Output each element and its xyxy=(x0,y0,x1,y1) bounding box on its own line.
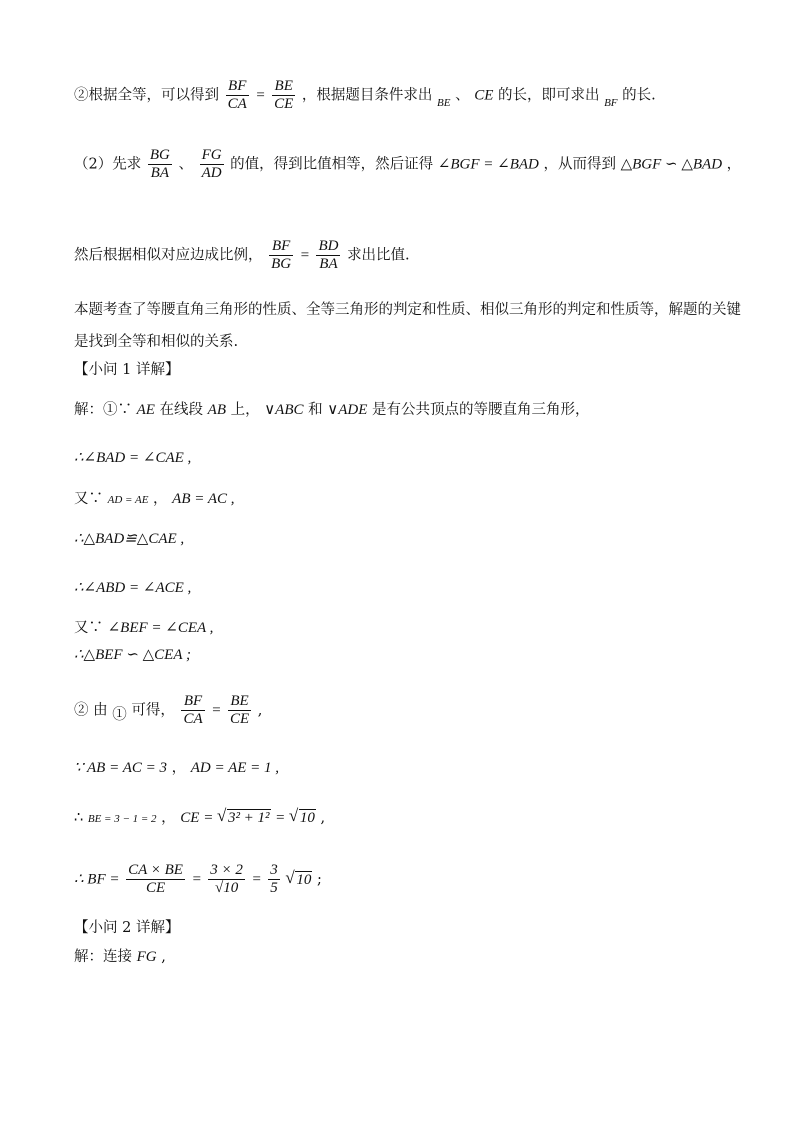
fraction-be-ce-2: $\frac{BE}{CE}$ xyxy=(229,693,250,727)
sqrt-10-result: √ 10 xyxy=(286,870,312,890)
fraction-bf-ca-2: $\frac{BF}{CA}$ xyxy=(183,693,203,727)
fraction-bf-ca: $\frac{BF}{CA}$ xyxy=(227,78,247,112)
heading-part-2: 【小问 2 详解】 xyxy=(74,920,180,936)
fraction-3-5: $\frac{3}{5}$ xyxy=(270,862,278,896)
line-3: 然后根据相似对应边成比例， $\frac{BF}{BG}$ = $\frac{BD}{BA}$ 求出比值. xyxy=(74,238,410,272)
heading-part-1: 【小问 1 详解】 xyxy=(74,362,180,378)
summary-line-1: 本题考查了等腰直角三角形的性质、全等三角形的判定和性质、相似三角形的判定和性质等，解题的关键 xyxy=(74,302,741,318)
fraction-bf-bg: $\frac{BF}{BG}$ xyxy=(271,238,292,272)
sqrt-10: √ 10 xyxy=(290,808,316,828)
fraction-be-ce: $\frac{BE}{CE}$ xyxy=(274,78,294,112)
line-1: ②根据全等，可以得到 $\frac{BF}{CA}$ = $\frac{BE}{CE}$ ，根据题目条件求出 $_{BE}$ 、 CE 的长，即可求出 $_{BF}$ 的长. xyxy=(74,78,656,112)
line-2: （2）先求 $\frac{BG}{BA}$ 、 $\frac{FG}{AD}$ 的值，得到比值相等，然后证得 ∠BGF = ∠BAD ，从而得到 △BGF ∽ △BAD ， xyxy=(74,147,742,181)
step-part-2: ② 由 ① 可得， $\frac{BF}{CA}$ = $\frac{BE}{CE}$ , xyxy=(74,693,263,727)
solution-2-intro: 解：连接 FG , xyxy=(74,949,166,965)
line-1-prefix: ②根据全等，可以得到 xyxy=(74,87,219,104)
step-given-lengths: ∵ AB = AC = 3 ， AD = AE = 1 , xyxy=(74,760,280,776)
step-be-ce: ∴ BE = 3 − 1 = 2 ， CE = √ 3² + 1² = √ 10 , xyxy=(74,808,325,829)
step-ad-ae: 又∵ AD = AE ， AB = AC , xyxy=(74,491,235,507)
fraction-bg-ba: $\frac{BG}{BA}$ xyxy=(149,147,170,181)
fraction-bd-ba: $\frac{BD}{BA}$ xyxy=(318,238,339,272)
fraction-fg-ad: $\frac{FG}{AD}$ xyxy=(201,147,222,181)
solution-1-intro: 解：①∵ AE 在线段 AB 上， ∨ABC 和 ∨ADE 是有公共顶点的等腰直角三角形， xyxy=(74,402,590,418)
fraction-ca-be-ce: $\frac{CA \times BE}{CE}$ xyxy=(128,862,183,896)
step-congruent: ∴△BAD≌△CAE , xyxy=(74,531,185,547)
step-bf-result: ∴ BF = $\frac{CA \times BE}{CE}$ = $\frac{3 \times 2}{√10}$ = $\frac{3}{5}$ √ 10 ; xyxy=(74,862,322,897)
step-angle-bef-cea: 又∵ ∠BEF = ∠CEA , xyxy=(74,620,214,636)
step-angle-abd-ace: ∴∠ABD = ∠ACE , xyxy=(74,580,192,596)
step-angle-bad-cae: ∴∠BAD = ∠CAE , xyxy=(74,450,192,466)
step-similar: ∴△BEF ∽ △CEA ; xyxy=(74,647,191,663)
circled-one: ① xyxy=(112,706,127,723)
fraction-6-sqrt10: $\frac{3 \times 2}{√10}$ xyxy=(210,862,243,896)
summary-line-2: 是找到全等和相似的关系. xyxy=(74,334,239,350)
sqrt-3-1: √ 3² + 1² xyxy=(218,808,271,828)
